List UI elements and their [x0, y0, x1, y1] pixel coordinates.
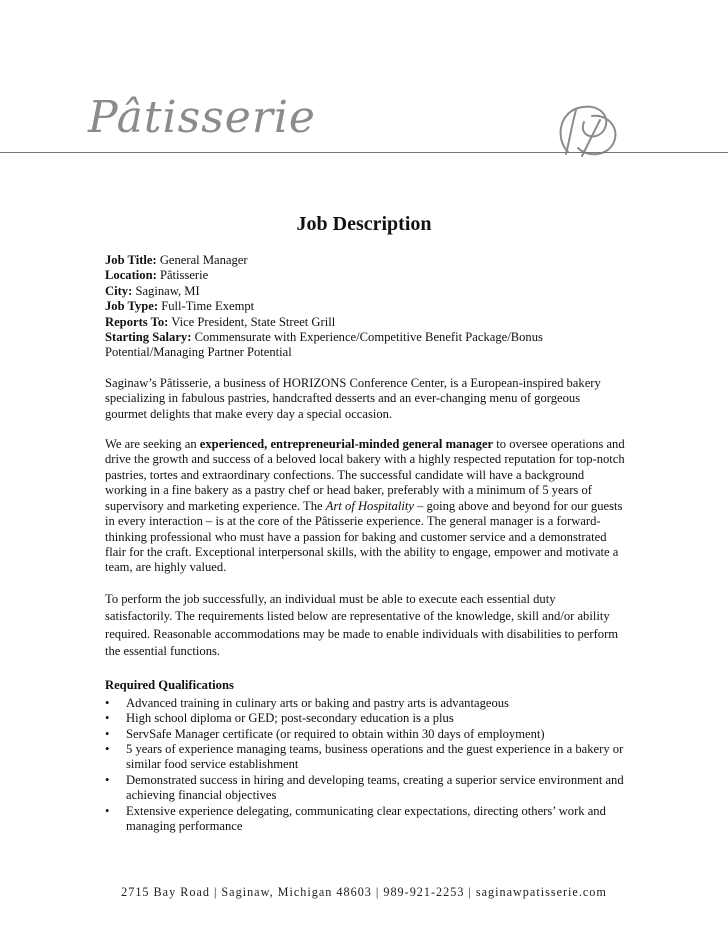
brand-logo-text: Pâtisserie: [88, 92, 316, 143]
field-job-title: Job Title: General Manager: [105, 253, 248, 267]
field-job-type: Job Type: Full-Time Exempt: [105, 299, 255, 314]
perform-paragraph: To perform the job successfully, an individual must be able to execute each essential duty satisfactorily. The requirements listed below are representative of the knowledge, skill and/or ability required. Reasonable accommodations may be made to enable individuals with disabilities to perform the essential functions.: [105, 591, 619, 658]
seeking-paragraph: We are seeking an experienced, entrepreneurial-minded general manager to oversee operations and drive the growth and success of a beloved local bakery with a highly respected reputation for top-notch pastries, tortes and extraordinary confections. The successful candidate will have a background working in a fine bakery as a pastry chef or head baker, preferably with a minimum of 5 years of supervisory and marketing experience. The Art of Hospitality – going above and beyond for our guests in every interaction – is at the core of the Pâtisserie experience. The general manager is a forward-thinking professional who must have a passion for baking and customer service and a demonstrated flair for the craft. Exceptional interpersonal skills, with the ability to engage, empower and motivate a team, are highly valued.: [105, 437, 625, 575]
footer-address: 2715 Bay Road: [121, 885, 210, 899]
required-qualifications-heading: Required Qualifications: [105, 678, 234, 693]
header-rule: [0, 152, 728, 153]
list-item: • High school diploma or GED; post-secondary education is a plus: [105, 711, 454, 726]
field-reports-to: Reports To: Vice President, State Street Grill: [105, 314, 336, 329]
list-item: • Demonstrated success in hiring and developing teams, creating a superior service environment and achieving financial objectives: [105, 772, 624, 803]
footer-city: Saginaw, Michigan 48603: [221, 885, 372, 899]
monogram-logo-icon: [548, 100, 624, 160]
field-city: City: Saginaw, MI: [105, 283, 200, 298]
list-item: • ServSafe Manager certificate (or required to obtain within 30 days of employment): [105, 726, 545, 741]
list-item: • Advanced training in culinary arts or baking and pastry arts is advantageous: [105, 695, 509, 710]
list-item: • Extensive experience delegating, communicating clear expectations, directing others’ work and managing performance: [105, 803, 606, 833]
footer-contact: 2715 Bay Road | Saginaw, Michigan 48603 | 989-921-2253 | saginawpatisserie.com: [121, 885, 607, 899]
field-location: Location: Pâtisserie: [105, 268, 209, 283]
footer-phone: 989-921-2253: [383, 885, 465, 899]
intro-paragraph: Saginaw’s Pâtisserie, a business of HORIZONS Conference Center, is a European-inspired bakery specializing in fabulous pastries, handcrafted desserts and an ever-changing menu of gorgeous gourmet delights that make every day a special occasion.: [105, 375, 601, 421]
list-item: • 5 years of experience managing teams, business operations and the guest experience in a bakery or similar food service establishment: [105, 741, 624, 772]
footer-website: saginawpatisserie.com: [475, 885, 607, 899]
qualifications-list: [105, 696, 625, 835]
page-title: Job Description: [296, 213, 432, 235]
job-fields: [105, 253, 625, 361]
field-starting-salary: Starting Salary: Commensurate with Experience/Competitive Benefit Package/Bonus Potential/Managing Partner Potential: [105, 330, 543, 360]
job-content: [105, 253, 625, 834]
